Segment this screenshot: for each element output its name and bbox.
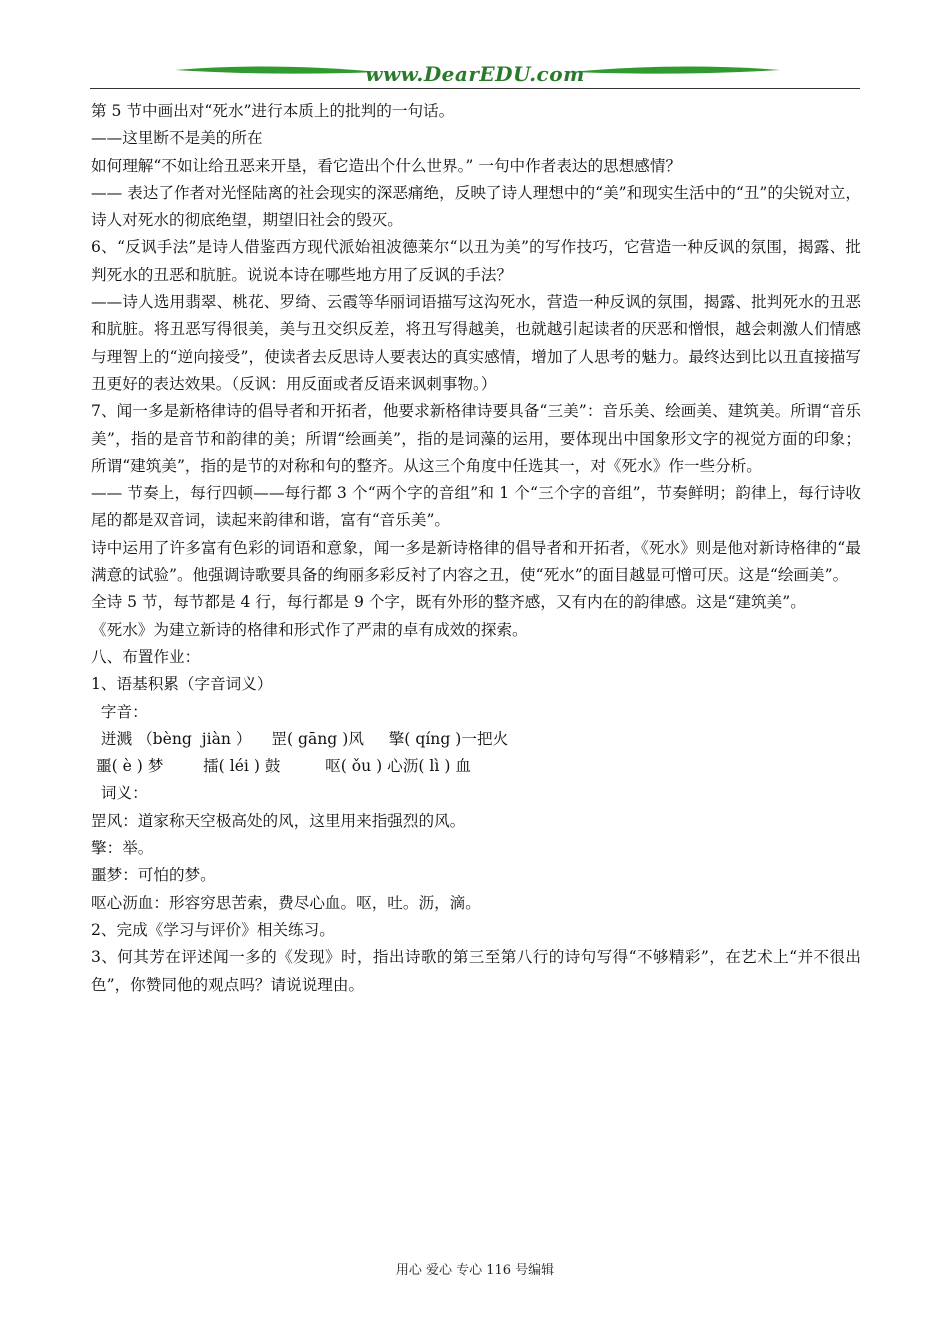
- body-paragraph: 7、闻一多是新格律诗的倡导者和开拓者，他要求新格律诗要具备“三美”：音乐美、绘画美、建筑美。所谓“音乐美”，指的是音节和韵律的美；所谓“绘画美”，指的是词藻的运用，要体现出中国象形文字的视觉方面的印象；所谓“建筑美”，指的是节的对称和句的整齐。从这三个角度中任选其一，对《死水》作一些分析。: [91, 402, 861, 475]
- body-paragraph: 《死水》为建立新诗的格律和形式作了严肃的卓有成效的探索。: [91, 620, 528, 639]
- body-paragraph: 词义：: [91, 784, 148, 803]
- body-paragraph: 迸溅 （bèng jiàn ） 罡( gāng )风 擎( qíng )一把火: [91, 729, 509, 748]
- site-logo-text: www.DearEDU.com: [365, 62, 585, 86]
- body-paragraph: 6、“反讽手法”是诗人借鉴西方现代派始祖波德莱尔“以丑为美”的写作技巧，它营造一种反讽的氛围，揭露、批判死水的丑恶和肮脏。说说本诗在哪些地方用了反讽的手法？: [91, 238, 861, 284]
- body-paragraph: 擎：举。: [91, 839, 154, 858]
- body-paragraph: 第 5 节中画出对“死水”进行本质上的批判的一句话。: [91, 102, 455, 120]
- body-paragraph: 诗中运用了许多富有色彩的词语和意象，闻一多是新诗格律的倡导者和开拓者，《死水》则是他对新诗格律的“最满意的试验”。他强调诗歌要具备的绚丽多彩反衬了内容之丑，使“死水”的面目越显可憎可厌。这是“绘画美”。: [91, 538, 861, 585]
- body-paragraph: 呕心沥血：形容穷思苦索，费尽心血。呕，吐。沥，滴。: [91, 893, 481, 912]
- body-paragraph: 3、何其芳在评述闻一多的《发现》时，指出诗歌的第三至第八行的诗句写得“不够精彩”，在艺术上“并不很出色”，你赞同他的观点吗？请说说理由。: [91, 948, 861, 994]
- body-paragraph: —— 表达了作者对光怪陆离的社会现实的深恶痛绝，反映了诗人理想中的“美”和现实生活中的“丑”的尖锐对立，诗人对死水的彻底绝望，期望旧社会的毁灭。: [91, 183, 861, 230]
- body-paragraph: 2、完成《学习与评价》相关练习。: [91, 920, 335, 939]
- document-body: [91, 98, 861, 999]
- header-divider: [90, 88, 860, 89]
- body-paragraph: ——诗人选用翡翠、桃花、罗绮、云霞等华丽词语描写这沟死水，营造一种反讽的氛围，揭露、批判死水的丑恶和肮脏。将丑恶写得很美，美与丑交织反差，将丑写得越美，也就越引起读者的厌恶和憎恨，越会刺激人们情感与理智上的“逆向接受”，使读者去反思诗人要表达的真实感情，增加了人思考的魅力。最终达到比以丑直接描写丑更好的表达效果。（反讽：用反面或者反语来讽刺事物。）: [91, 293, 861, 393]
- page-footer: 用心 爱心 专心 116 号编辑: [395, 1263, 555, 1278]
- body-paragraph: 如何理解“不如让给丑恶来开垦，看它造出个什么世界。” 一句中作者表达的思想感情？: [91, 156, 682, 175]
- body-paragraph: 噩( è ) 梦 擂( léi ) 鼓 呕( ǒu ) 心沥( lì ) 血: [91, 757, 471, 776]
- site-header: [90, 58, 860, 90]
- body-paragraph: 1、语基积累（字音词义）: [91, 675, 273, 694]
- body-paragraph: 噩梦：可怕的梦。: [91, 866, 216, 885]
- body-paragraph: ——这里断不是美的所在: [91, 129, 263, 148]
- body-paragraph: 字音：: [91, 702, 148, 721]
- body-paragraph: 八、布置作业：: [91, 647, 201, 666]
- body-paragraph: —— 节奏上，每行四顿——每行都 3 个“两个字的音组”和 1 个“三个字的音组”，节奏鲜明；韵律上，每行诗收尾的都是双音词，读起来韵律和谐，富有“音乐美”。: [91, 484, 861, 530]
- body-paragraph: 罡风：道家称天空极高处的风，这里用来指强烈的风。: [91, 811, 466, 830]
- body-paragraph: 全诗 5 节，每节都是 4 行，每行都是 9 个字，既有外形的整齐感，又有内在的韵律感。这是“建筑美”。: [91, 593, 806, 612]
